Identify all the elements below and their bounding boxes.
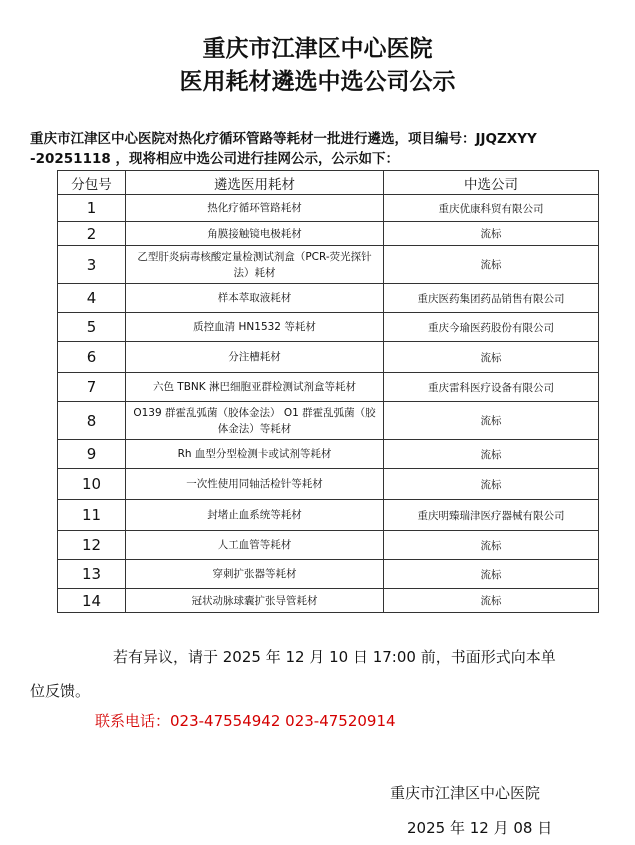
company-cell: 流标	[384, 469, 599, 500]
table-row	[58, 589, 599, 613]
table-row	[58, 402, 599, 440]
company-cell: 重庆今瑜医药股份有限公司	[384, 313, 599, 342]
consumable-cell: 冠状动脉球囊扩张导管耗材	[126, 589, 384, 613]
header-package-no: 分包号	[58, 171, 126, 195]
results-table	[57, 170, 599, 613]
company-cell: 流标	[384, 440, 599, 469]
table-row	[58, 342, 599, 373]
package-no-cell: 11	[58, 500, 126, 531]
intro-line2: -20251118 ，现将相应中选公司进行挂网公示，公示如下：	[30, 151, 399, 167]
package-no-cell: 10	[58, 469, 126, 500]
company-cell: 流标	[384, 531, 599, 560]
table-row	[58, 373, 599, 402]
header-consumable: 遴选医用耗材	[126, 171, 384, 195]
table-row	[58, 313, 599, 342]
consumable-cell: 人工血管等耗材	[126, 531, 384, 560]
signature-date: 2025 年 12 月 08 日	[407, 819, 553, 837]
package-no-cell: 9	[58, 440, 126, 469]
package-no-cell: 5	[58, 313, 126, 342]
company-cell: 重庆雷科医疗设备有限公司	[384, 373, 599, 402]
consumable-cell: 穿刺扩张器等耗材	[126, 560, 384, 589]
package-no-cell: 6	[58, 342, 126, 373]
contact-phone: 联系电话：023-47554942 023-47520914	[95, 712, 396, 730]
table-row	[58, 195, 599, 222]
table-row	[58, 469, 599, 500]
intro-line1: 重庆市江津区中心医院对热化疗循环管路等耗材一批进行遴选，项目编号：JJQZXYY	[30, 131, 537, 147]
package-no-cell: 7	[58, 373, 126, 402]
notice-title-line2: 医用耗材遴选中选公司公示	[179, 68, 456, 95]
table-row	[58, 500, 599, 531]
table-row	[58, 246, 599, 284]
table-row	[58, 284, 599, 313]
package-no-cell: 12	[58, 531, 126, 560]
company-cell: 重庆医药集团药品销售有限公司	[384, 284, 599, 313]
intro-paragraph	[30, 129, 610, 169]
package-no-cell: 13	[58, 560, 126, 589]
company-cell: 流标	[384, 560, 599, 589]
company-cell: 重庆优康科贸有限公司	[384, 195, 599, 222]
consumable-cell: 六色 TBNK 淋巴细胞亚群检测试剂盒等耗材	[126, 373, 384, 402]
consumable-cell: 热化疗循环管路耗材	[126, 195, 384, 222]
company-cell: 流标	[384, 246, 599, 284]
consumable-cell: 分注槽耗材	[126, 342, 384, 373]
company-cell: 流标	[384, 222, 599, 246]
consumable-cell: 质控血清 HN1532 等耗材	[126, 313, 384, 342]
consumable-cell: 封堵止血系统等耗材	[126, 500, 384, 531]
table-row	[58, 560, 599, 589]
objection-line2: 位反馈。	[30, 682, 91, 700]
table-row	[58, 440, 599, 469]
consumable-cell: 一次性使用同轴活检针等耗材	[126, 469, 384, 500]
objection-line1: 若有异议，请于 2025 年 12 月 10 日 17:00 前，书面形式向本单	[113, 648, 556, 666]
table-row	[58, 222, 599, 246]
objection-notice	[30, 640, 620, 708]
package-no-cell: 1	[58, 195, 126, 222]
consumable-cell: 样本萃取液耗材	[126, 284, 384, 313]
company-cell: 流标	[384, 342, 599, 373]
consumable-cell: 乙型肝炎病毒核酸定量检测试剂盒（PCR-荧光探针法）耗材	[126, 246, 384, 284]
notice-title-line1: 重庆市江津区中心医院	[202, 35, 433, 62]
consumable-cell: 角膜接触镜电极耗材	[126, 222, 384, 246]
package-no-cell: 2	[58, 222, 126, 246]
table-header-row	[58, 171, 599, 195]
package-no-cell: 4	[58, 284, 126, 313]
package-no-cell: 3	[58, 246, 126, 284]
package-no-cell: 14	[58, 589, 126, 613]
table-row	[58, 531, 599, 560]
consumable-cell: Rh 血型分型检测卡或试剂等耗材	[126, 440, 384, 469]
company-cell: 流标	[384, 589, 599, 613]
package-no-cell: 8	[58, 402, 126, 440]
company-cell: 流标	[384, 402, 599, 440]
company-cell: 重庆明臻瑞津医疗器械有限公司	[384, 500, 599, 531]
header-company: 中选公司	[384, 171, 599, 195]
signature-hospital: 重庆市江津区中心医院	[390, 784, 541, 802]
consumable-cell: O139 群霍乱弧菌（胶体金法） O1 群霍乱弧菌（胶体金法）等耗材	[126, 402, 384, 440]
